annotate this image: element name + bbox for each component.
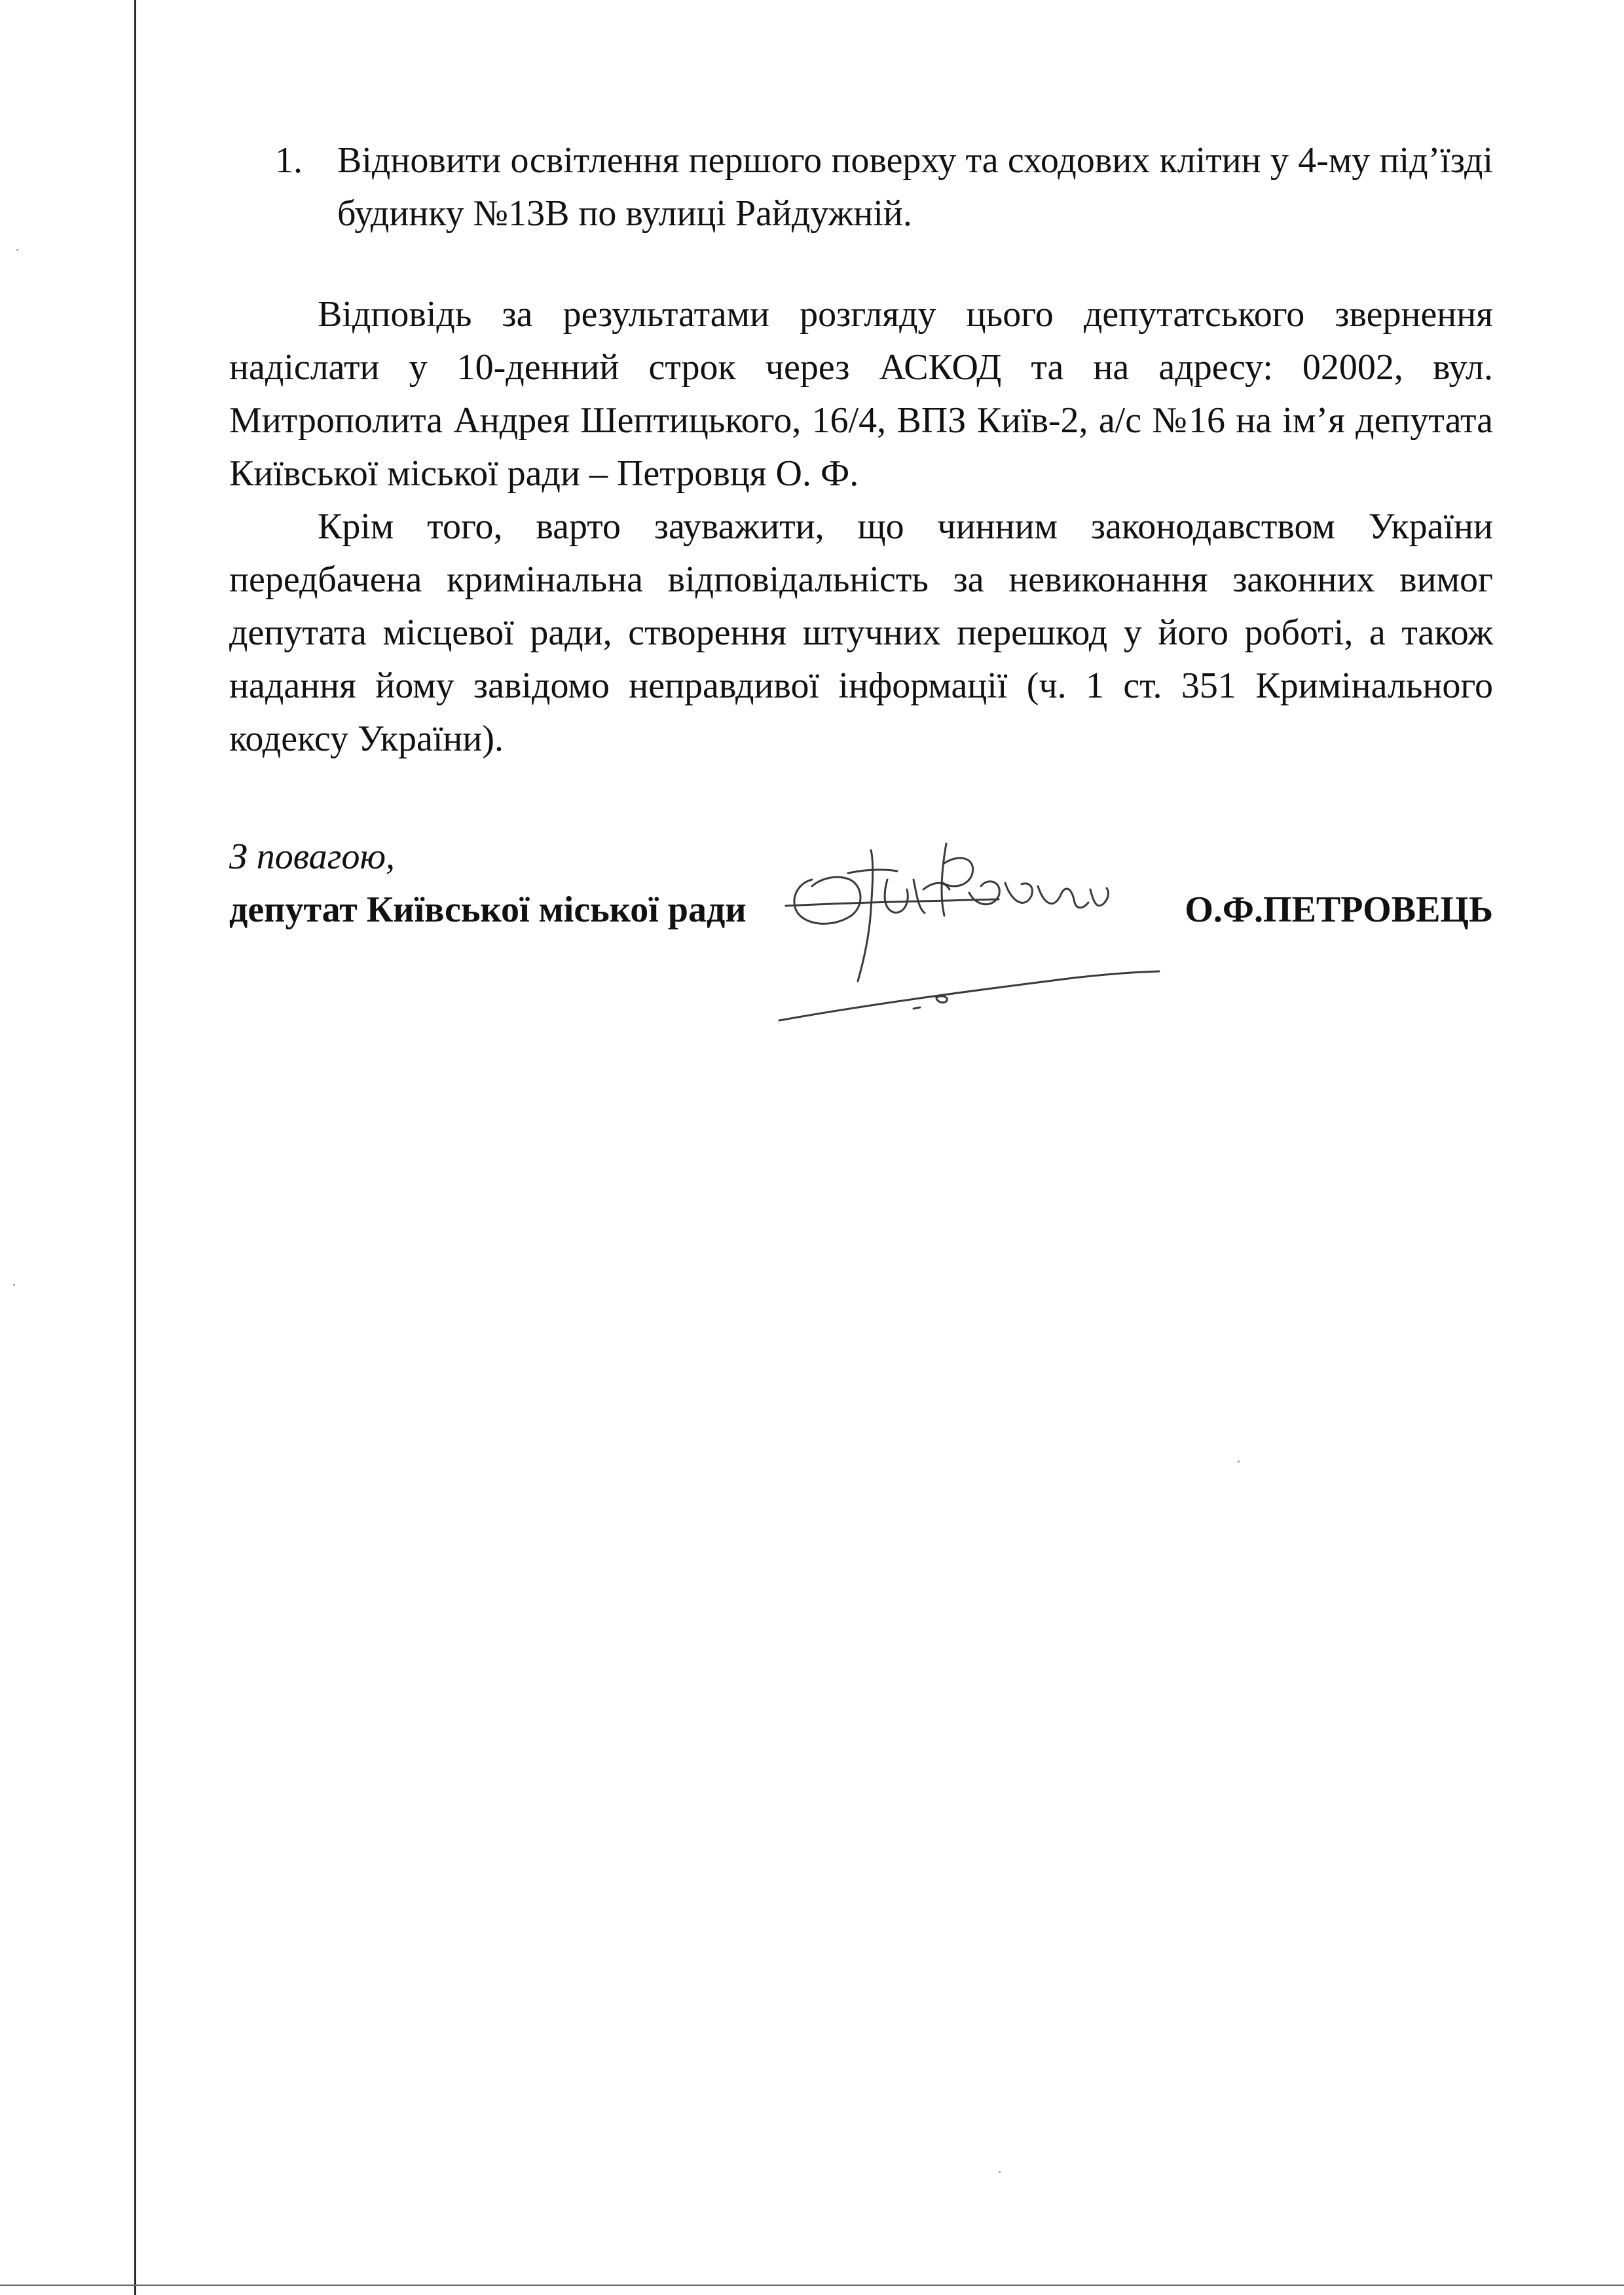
scan-speck bbox=[999, 2171, 1001, 2173]
scan-bottom-edge bbox=[0, 2285, 1624, 2286]
response-paragraph: Відповідь за результатами розгляду цього депутатського звернення надіслати у 10-денний строк через АСКОД та на адресу: 02002, вул. Митрополита Андрея Шептицького, 16/4, ВПЗ Київ-2, а/с №16 на ім’я депутата Київської міської ради – Петровця О. Ф. bbox=[229, 294, 1493, 494]
signer-name: О.Ф.ПЕТРОВЕЦЬ bbox=[1185, 889, 1493, 930]
item-number: 1. bbox=[275, 140, 303, 181]
closing-regards: З повагою, bbox=[229, 836, 395, 877]
item-text: Відновити освітлення першого поверху та сходових клітин у 4-му під’їзді будинку №13В по вулиці Райдужній. bbox=[337, 140, 1493, 234]
document-body bbox=[229, 134, 1493, 766]
numbered-item bbox=[229, 134, 1493, 240]
scan-speck bbox=[1238, 1461, 1240, 1463]
scan-margin-line bbox=[134, 0, 136, 2295]
handwritten-signature bbox=[773, 817, 1166, 1027]
liability-paragraph: Крім того, варто зауважити, що чинним законодавством України передбачена кримінальна відповідальність за невиконання законних вимог депутата місцевої ради, створення штучних перешкод у його роботі, а також надання йому завідомо неправдивої інформації (ч. 1 ст. 351 Кримінального кодексу України). bbox=[229, 506, 1493, 759]
signature-block bbox=[229, 830, 1493, 1066]
signer-title: депутат Київської міської ради bbox=[229, 889, 747, 930]
scan-speck bbox=[16, 249, 18, 251]
scan-speck bbox=[13, 1284, 15, 1286]
